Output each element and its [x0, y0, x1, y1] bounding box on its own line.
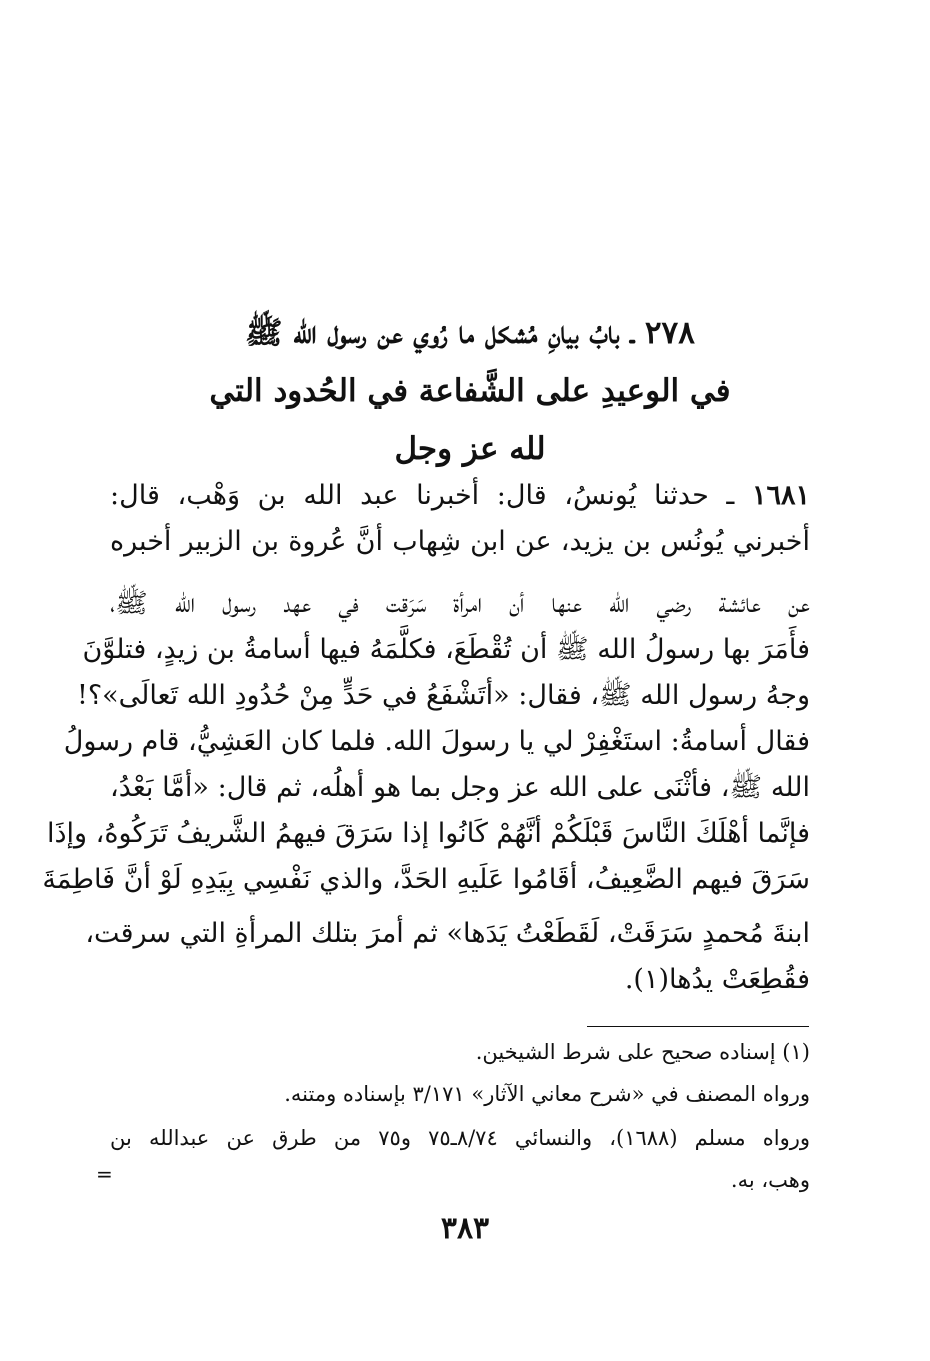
chapter-title-line-3: لله عز وجل: [394, 431, 546, 467]
page-number: ٣٨٣: [440, 1211, 490, 1246]
chapter-title-line-2: في الوعيدِ على الشَّفاعة في الحُدود التي: [209, 373, 731, 409]
hadith-line-2: أخبرني يُونُس بن يزيد، عن ابن شِهاب أنَّ عُروة بن الزبير أخبره: [110, 526, 810, 557]
hadith-line-8: فإنَّما أهْلَكَ النَّاسَ قَبْلَكُمْ أنَّهُمْ كَانُوا إذا سَرَقَ فيهمُ الشَّريفُ تَرَكُوهُ، وإذَا: [46, 818, 810, 849]
hadith-line-1-text: ـ حدثنا يُونسُ، قال: أخبرنا عبد الله بن وَهْب، قال:: [110, 480, 735, 511]
footnote-line-3: ورواه مسلم (١٦٨٨)، والنسائي ٨/٧٤ـ٧٥ و٧٥ من طرق عن عبدالله بن: [110, 1126, 811, 1150]
chapter-heading: [110, 304, 830, 478]
hadith-line-6: فقال أسامةُ: استَغْفِرْ لي يا رسولَ الله. فلما كان العَشِيُّ، قام رسولُ: [63, 726, 810, 757]
hadith-line-3: عن عائشة رضي الله عنها أن امرأة سَرَقت في عهد رسول الله ﷺ،: [110, 588, 810, 619]
footnote-line-4: وهب، به.: [730, 1168, 810, 1192]
footnote-separator: [587, 1026, 809, 1027]
hadith-line-5: وجهُ رسول الله ﷺ، فقال: «أتَشْفَعُ في حَدٍّ مِنْ حُدُودِ الله تَعالَى»؟!: [76, 680, 810, 711]
hadith-line-10: ابنةَ مُحمدٍ سَرَقَتْ، لَقَطَعْتُ يَدَها» ثم أمرَ بتلك المرأةِ التي سرقت،: [85, 918, 810, 949]
chapter-title-line-1: ٢٧٨ ـ بابُ بيانِ مُشكل ما رُوي عن رسول الله ﷺ: [245, 315, 695, 351]
hadith-line-7: الله ﷺ، فأثْنَى على الله عز وجل بما هو أهلُه، ثم قال: «أمَّا بَعْدُ،: [110, 772, 810, 803]
hadith-line-1: [110, 476, 810, 516]
hadith-line-4: فأَمَرَ بها رسولُ الله ﷺ أن تُقْطَعَ، فكلَّمَهُ فيها أسامةُ بن زيدٍ، فتلوَّنَ: [82, 634, 810, 665]
hadith-number: ١٦٨١: [751, 480, 810, 511]
continuation-mark: =: [96, 1162, 113, 1186]
footnote-line-1: (١) إسناده صحيح على شرط الشيخين.: [475, 1040, 810, 1064]
hadith-line-9: سَرَقَ فيهم الضَّعِيفُ، أقَامُوا عَلَيهِ الحَدَّ، والذي نَفْسِي بِيَدِهِ لَوْ أنَّ فَاطِمَةَ: [42, 864, 810, 895]
hadith-line-11: فقُطِعَتْ يدُها(١).: [624, 964, 810, 995]
footnote-line-2: ورواه المصنف في «شرح معاني الآثار» ٣/١٧١ بإسناده ومتنه.: [284, 1082, 810, 1106]
